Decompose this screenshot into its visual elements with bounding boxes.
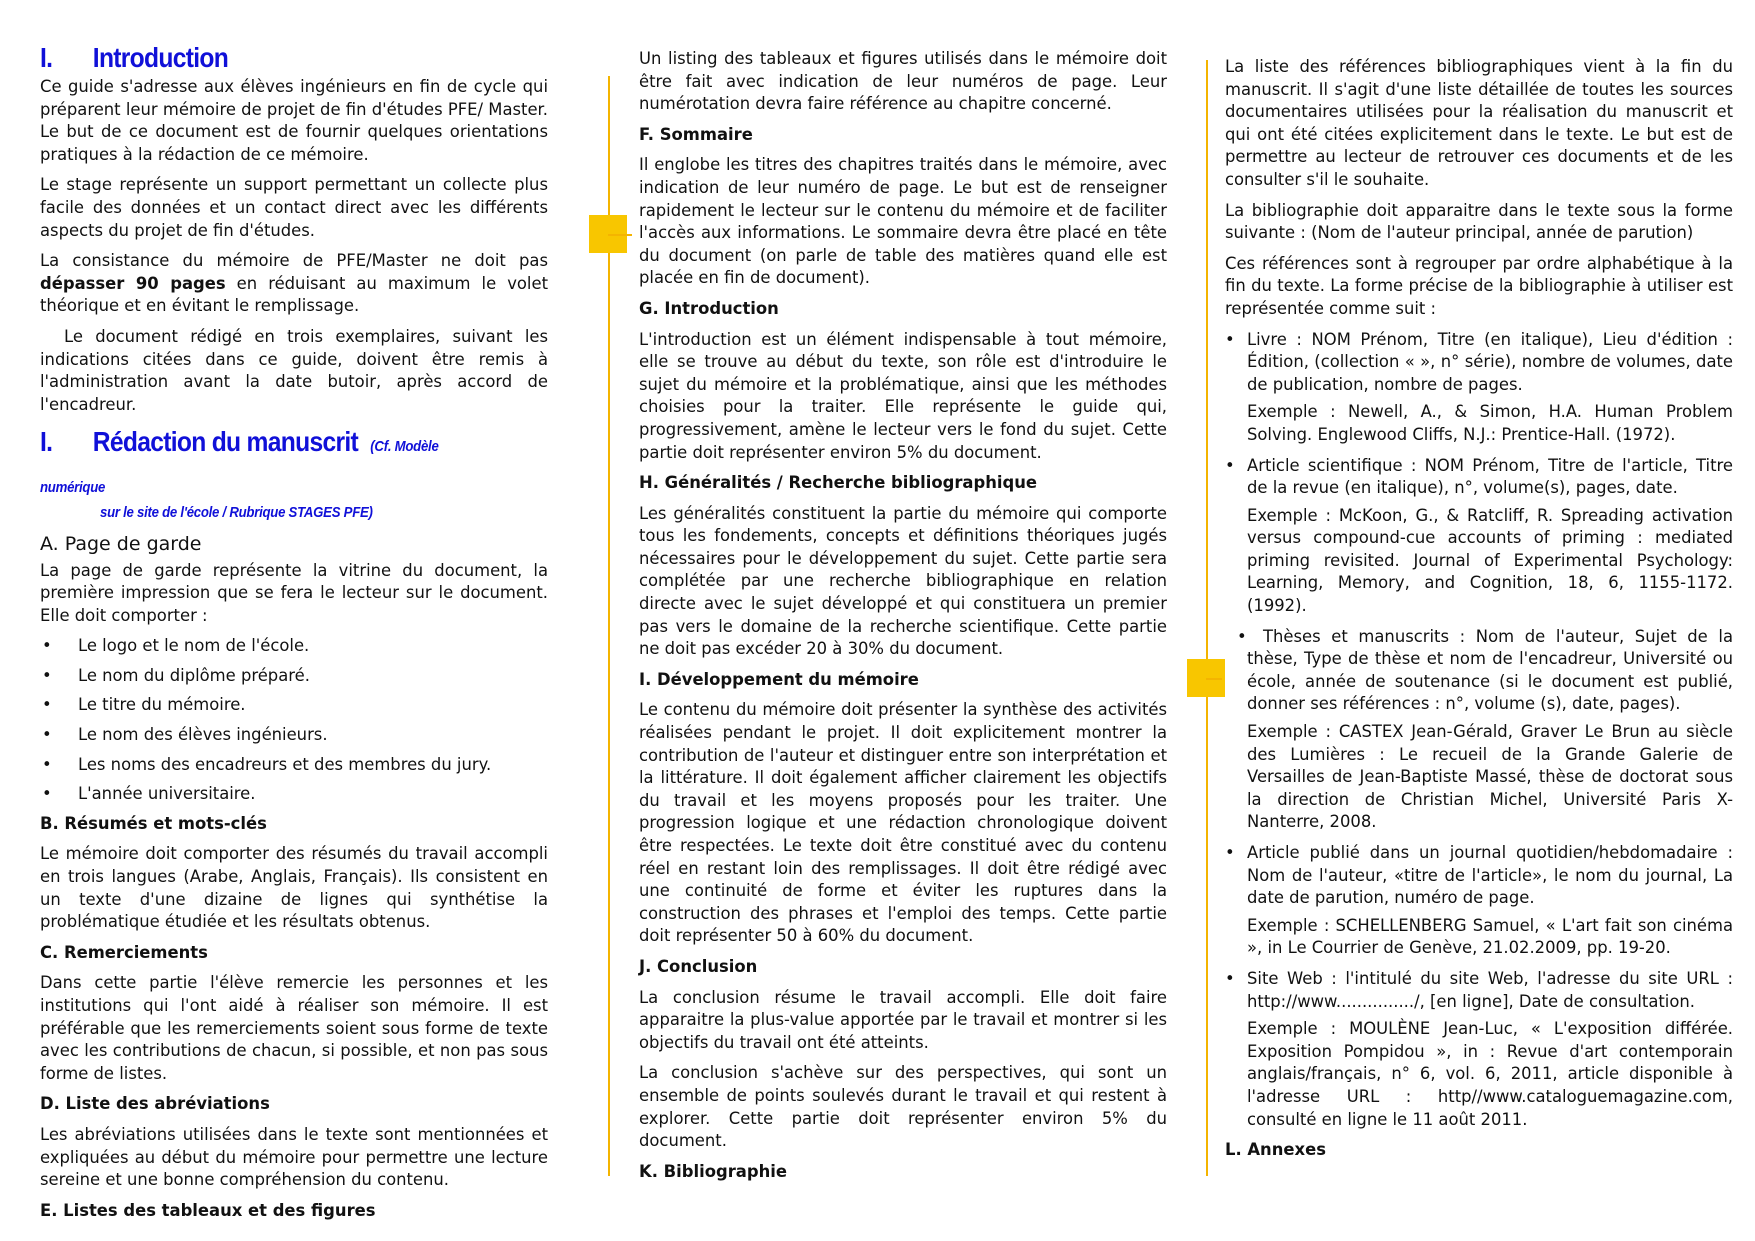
list-item-text: Le nom des élèves ingénieurs. — [78, 725, 328, 745]
section-A-paragraph: La page de garde représente la vitrine du document, la première impression que se fera le lecteur sur le document. Elle doit comporter : — [40, 560, 548, 625]
reference-format: Site Web : l'intitulé du site Web, l'adresse du site URL : http://www.............../, [en ligne], Date de consultation. — [1247, 968, 1733, 1011]
page-de-garde-list — [40, 635, 548, 806]
heading-redaction — [40, 424, 487, 506]
bullet-icon: • — [42, 725, 52, 745]
section-C-title: C. Remerciements — [40, 942, 208, 962]
bullet-icon: • — [1225, 968, 1235, 988]
intro-paragraph-2: Le stage représente un support permettant un collecte plus facile des données et un contact direct avec les différents aspects du projet de fin d'études. — [40, 175, 548, 240]
list-item-text: L'année universitaire. — [78, 784, 256, 804]
bullet-icon: • — [1237, 626, 1247, 646]
section-D-title: D. Liste des abréviations — [40, 1094, 270, 1114]
heading-note: (Cf. Modèle numérique — [40, 438, 439, 497]
section-B-paragraph: Le mémoire doit comporter des résumés du travail accompli en trois langues (Arabe, Anglais, Français). Ils consistent en un texte d'une dizaine de lignes qui synthétise la problématique étudiée et les résultats obtenus. — [40, 844, 548, 932]
list-item-text: Le titre du mémoire. — [78, 695, 246, 715]
reference-format-list — [1225, 329, 1733, 1132]
section-B-title: B. Résumés et mots-clés — [40, 813, 267, 833]
list-item — [1225, 329, 1733, 447]
heading-title: Introduction — [92, 42, 229, 73]
section-J-title: J. Conclusion — [639, 956, 758, 976]
p3-bold: dépasser 90 pages — [40, 273, 226, 293]
list-item — [40, 694, 548, 717]
list-item — [40, 783, 548, 806]
bullet-icon: • — [1225, 329, 1235, 349]
section-I-title: I. Développement du mémoire — [639, 669, 919, 689]
bullet-icon: • — [42, 636, 52, 656]
heading-number: I. — [40, 42, 53, 73]
list-item — [1225, 455, 1733, 618]
section-E-title: E. Listes des tableaux et des figures — [40, 1200, 376, 1220]
section-C-paragraph: Dans cette partie l'élève remercie les personnes et les institutions qui l'ont aidé à réaliser son mémoire. Il est préférable que les remerciements soient sous forme de texte avec les contributions de chacun, si possible, et non pas sous forme de listes. — [40, 973, 548, 1083]
section-E-paragraph: Un listing des tableaux et figures utilisés dans le mémoire doit être fait avec indication de leur numéros de page. Leur numérotation devra faire référence au chapitre concerné. — [639, 49, 1167, 114]
list-item-text: Les noms des encadreurs et des membres du jury. — [78, 754, 492, 774]
accent-hline-left — [608, 234, 632, 236]
bullet-icon: • — [1225, 455, 1235, 475]
reference-example: Exemple : CASTEX Jean-Gérald, Graver Le Brun au siècle des Lumières : Le recueil de la Grande Galerie de Versailles de Jean-Baptiste Massé, thèse de doctorat sous la direction de Christian Michel, Université Paris X-Nanterre, 2008. — [1247, 722, 1733, 832]
bullet-icon: • — [42, 754, 52, 774]
section-G-paragraph: L'introduction est un élément indispensable à tout mémoire, elle se trouve au début du texte, son rôle est d'introduire le sujet du mémoire et la problématique, ainsi que les méthodes choisies pour la traiter. Elle représente le guide qui, progressivement, amène le lecteur vers le fond du sujet. Cette partie doit représenter environ 5% du document. — [639, 329, 1167, 462]
intro-paragraph-3 — [40, 250, 548, 318]
reference-example: Exemple : MOULÈNE Jean-Luc, « L'exposition différée. Exposition Pompidou », in : Revue d'art contemporain anglais/français, n° 6, vol. 6, 2011, article disponible à l'adresse URL : http//www.cataloguemagazine.com, consulté en ligne le 11 août 2011. — [1247, 1019, 1733, 1129]
section-I-paragraph: Le contenu du mémoire doit présenter la synthèse des activités réalisées pendant le projet. Il doit explicitement montrer la contribution de l'auteur et distinguer entre son interprétation et la littérature. Il doit également afficher clairement les objectifs du travail et les moyens proposés pour les traiter. Une progression logique et une rédaction chronologique doivent être respectées. Le texte doit être constitué avec du contenu réel en restant loin des remplissages. Il doit être rédigé avec une continuité de forme et éviter les ruptures dans la construction des phrases et l'emploi des temps. Cette partie doit représenter 50 à 60% du document. — [639, 700, 1167, 946]
bullet-icon: • — [42, 665, 52, 685]
section-F-paragraph: Il englobe les titres des chapitres traités dans le mémoire, avec indication de leur numéro de page. Le but est de renseigner rapidement le lecteur sur le contenu du mémoire et de faciliter l'accès aux informations. Le sommaire devra être placé en tête du document (on parle de table des matières quand elle est placée en fin de document). — [639, 155, 1167, 288]
accent-line-right — [1206, 60, 1208, 1176]
reference-format: Thèses et manuscrits : Nom de l'auteur, Sujet de la thèse, Type de thèse et nom de l'encadreur, Université ou école, année de soutenance (si le document est publié, donner ses références : n°, volume (s), date, pages). — [1247, 626, 1733, 714]
reference-format: Livre : NOM Prénom, Titre (en italique), Lieu d'édition : Édition, (collection « », n° série), nombre de volumes, date de publication, nombre de pages. — [1247, 329, 1733, 394]
reference-format: Article scientifique : NOM Prénom, Titre de l'article, Titre de la revue (en italique), n°, volume(s), pages, date. — [1247, 455, 1733, 498]
list-item — [1225, 626, 1733, 834]
reference-example: Exemple : Newell, A., & Simon, H.A. Human Problem Solving. Englewood Cliffs, N.J.: Prentice-Hall. (1972). — [1247, 402, 1733, 444]
section-J-paragraph-1: La conclusion résume le travail accompli. Elle doit faire apparaitre la plus-value apportée par le travail et montrer si les objectifs du travail ont été atteints. — [639, 987, 1167, 1052]
bullet-icon: • — [42, 695, 52, 715]
bibliography-paragraph-3: Ces références sont à regrouper par ordre alphabétique à la fin du texte. La forme précise de la bibliographie à utiliser est représentée comme suit : — [1225, 253, 1733, 318]
section-A-title: A. Page de garde — [40, 532, 202, 555]
heading-number: I. — [40, 426, 53, 458]
list-item — [40, 665, 548, 688]
section-L-title: L. Annexes — [1225, 1140, 1326, 1160]
list-item — [1225, 842, 1733, 960]
accent-hline-right — [1206, 678, 1222, 680]
intro-paragraph-4: Le document rédigé en trois exemplaires, suivant les indications citées dans ce guide, doivent être remis à l'administration avant la date butoir, après accord de l'encadreur. — [40, 326, 548, 414]
section-K-title: K. Bibliographie — [639, 1161, 787, 1181]
heading-note-line-2: sur le site de l'école / Rubrique STAGES PFE) — [100, 504, 373, 522]
bibliography-paragraph-2: La bibliographie doit apparaitre dans le texte sous la forme suivante : (Nom de l'auteur principal, année de parution) — [1225, 200, 1733, 243]
list-item — [40, 635, 548, 658]
reference-format: Article publié dans un journal quotidien/hebdomadaire : Nom de l'auteur, «titre de l'article», le nom du journal, La date de parution, numéro de page. — [1247, 843, 1733, 908]
section-D-paragraph: Les abréviations utilisées dans le texte sont mentionnées et expliquées au début du mémoire pour permettre une lecture sereine et une bonne compréhension du contenu. — [40, 1124, 548, 1190]
p3-part-c: en réduisant au maximum le volet théorique et en évitant le remplissage. — [40, 273, 548, 316]
list-item — [1225, 968, 1733, 1131]
reference-example: Exemple : SCHELLENBERG Samuel, « L'art fait son cinéma », in Le Courrier de Genève, 21.02.2009, pp. 19-20. — [1247, 915, 1733, 958]
section-F-title: F. Sommaire — [639, 124, 753, 144]
reference-example: Exemple : McKoon, G., & Ratcliff, R. Spreading activation versus compound-cue accounts of priming : mediated priming revisited. Journal of Experimental Psychology: Learning, Memory, and Cognition, 18, 6, 1155-1172. (1992). — [1247, 505, 1733, 616]
heading-introduction — [40, 40, 487, 76]
heading-title: Rédaction du manuscrit — [92, 426, 358, 458]
list-item — [40, 724, 548, 747]
bullet-icon: • — [1225, 843, 1235, 862]
intro-paragraph-1: Ce guide s'adresse aux élèves ingénieurs en fin de cycle qui préparent leur mémoire de projet de fin d'études PFE/ Master. Le but de ce document est de fournir quelques orientations pratiques à la rédaction de ce mémoire. — [40, 77, 548, 164]
column-2 — [639, 48, 1167, 1191]
list-item-text: Le nom du diplôme préparé. — [78, 665, 310, 685]
section-J-paragraph-2: La conclusion s'achève sur des perspectives, qui sont un ensemble de points soulevés durant le travail et qui restent à explorer. Cette partie doit représenter environ 5% du document. — [639, 1063, 1167, 1151]
column-3 — [1225, 56, 1733, 1170]
bibliography-paragraph-1: La liste des références bibliographiques vient à la fin du manuscrit. Il s'agit d'une liste détaillée de toutes les sources documentaires utilisées pour la réalisation du manuscrit et qui ont été citées explicitement dans le texte. Le but est de permettre au lecteur de retrouver ces documents et de les consulter s'il le souhaite. — [1225, 57, 1733, 189]
section-H-title: H. Généralités / Recherche bibliographique — [639, 473, 1038, 493]
column-1 — [40, 40, 548, 1230]
p3-part-a: La consistance du mémoire de PFE/Master ne doit pas — [40, 251, 548, 271]
section-H-paragraph: Les généralités constituent la partie du mémoire qui comporte tous les fondements, concepts et définitions théoriques jugés nécessaires pour le développement du sujet. Cette partie sera complétée par une recherche bibliographique en relation directe avec le sujet développé et qui constituera un premier pas vers le domaine de la recherche scientifique. Cette partie ne doit pas excéder 20 à 30% du document. — [639, 503, 1167, 659]
bullet-icon: • — [42, 784, 52, 804]
list-item — [40, 754, 548, 777]
section-G-title: G. Introduction — [639, 298, 779, 318]
list-item-text: Le logo et le nom de l'école. — [78, 636, 310, 656]
